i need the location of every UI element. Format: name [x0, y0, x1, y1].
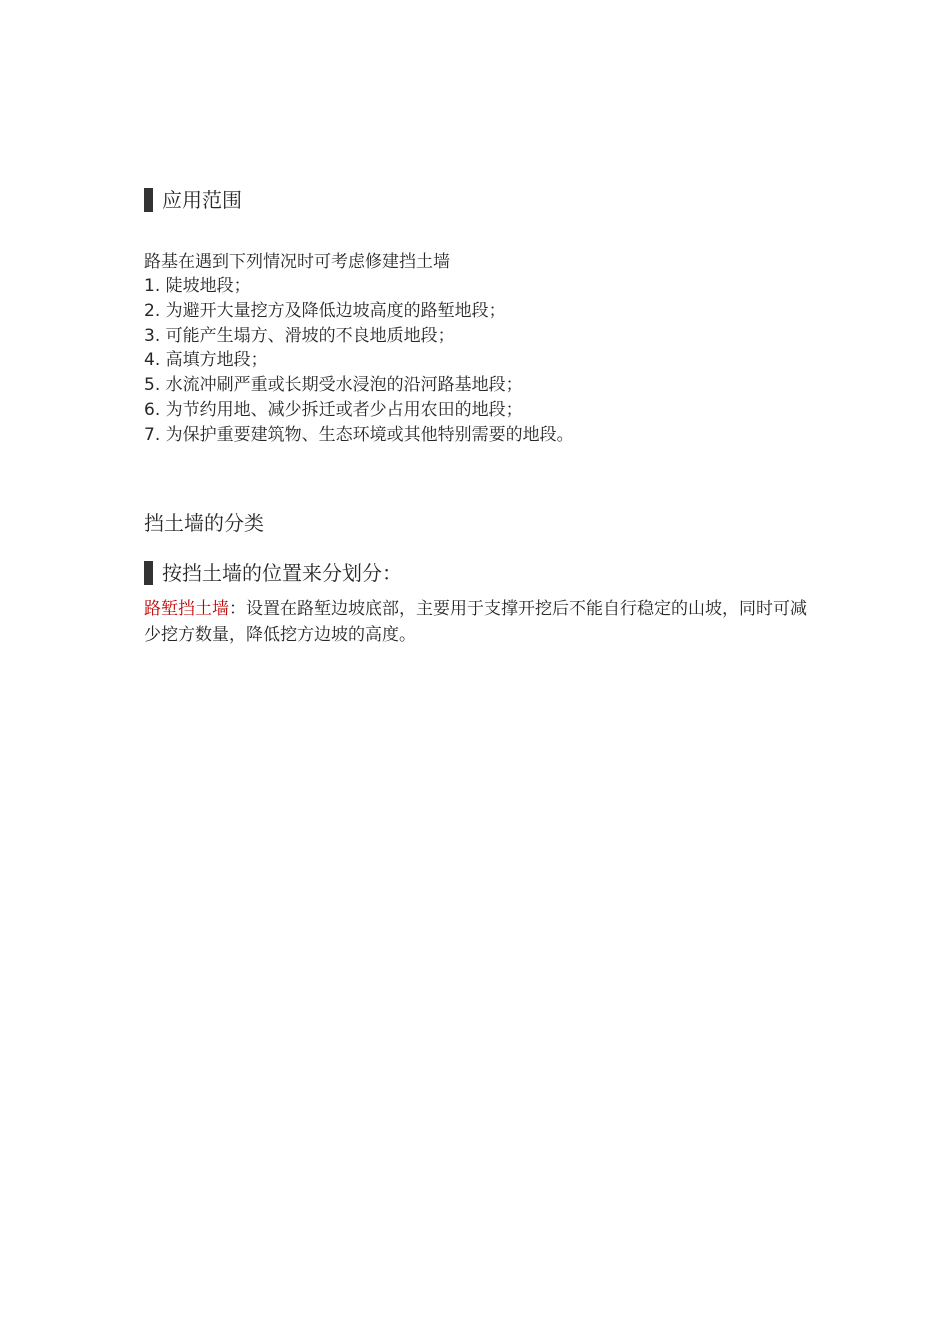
term-separator: ： [229, 599, 246, 619]
list-item: 1. 陡坡地段； [144, 276, 251, 296]
conditions-list [144, 274, 574, 448]
list-item: 4. 高填方地段； [144, 350, 268, 371]
list-item: 5. 水流冲刷严重或长期受水浸泡的沿河路基地段； [144, 375, 523, 396]
description-text: 设置在路堑边坡底部，主要用于支撑开挖后不能自行稳定的山坡，同时可减少挖方数量，降低挖方边坡的高度。 [144, 599, 807, 645]
heading-bar-icon [144, 188, 153, 212]
cutting-wall-description [144, 597, 812, 648]
list-item: 2. 为避开大量挖方及降低边坡高度的路堑地段； [144, 300, 506, 321]
list-item: 3. 可能产生塌方、滑坡的不良地质地段； [144, 325, 455, 346]
heading-bar-icon [144, 561, 153, 585]
section-heading-text: 应用范围 [162, 188, 242, 212]
classification-title: 挡土墙的分类 [144, 511, 264, 535]
section-heading-position [144, 559, 402, 587]
intro-text: 路基在遇到下列情况时可考虑修建挡土墙 [144, 252, 450, 272]
list-item: 7. 为保护重要建筑物、生态环境或其他特别需要的地段。 [144, 424, 574, 445]
list-item: 6. 为节约用地、减少拆迁或者少占用农田的地段； [144, 399, 523, 420]
term-label: 路堑挡土墙 [144, 599, 229, 619]
section-subheading-text: 按挡土墙的位置来分划分： [162, 561, 402, 585]
section-heading-scope [144, 186, 242, 214]
